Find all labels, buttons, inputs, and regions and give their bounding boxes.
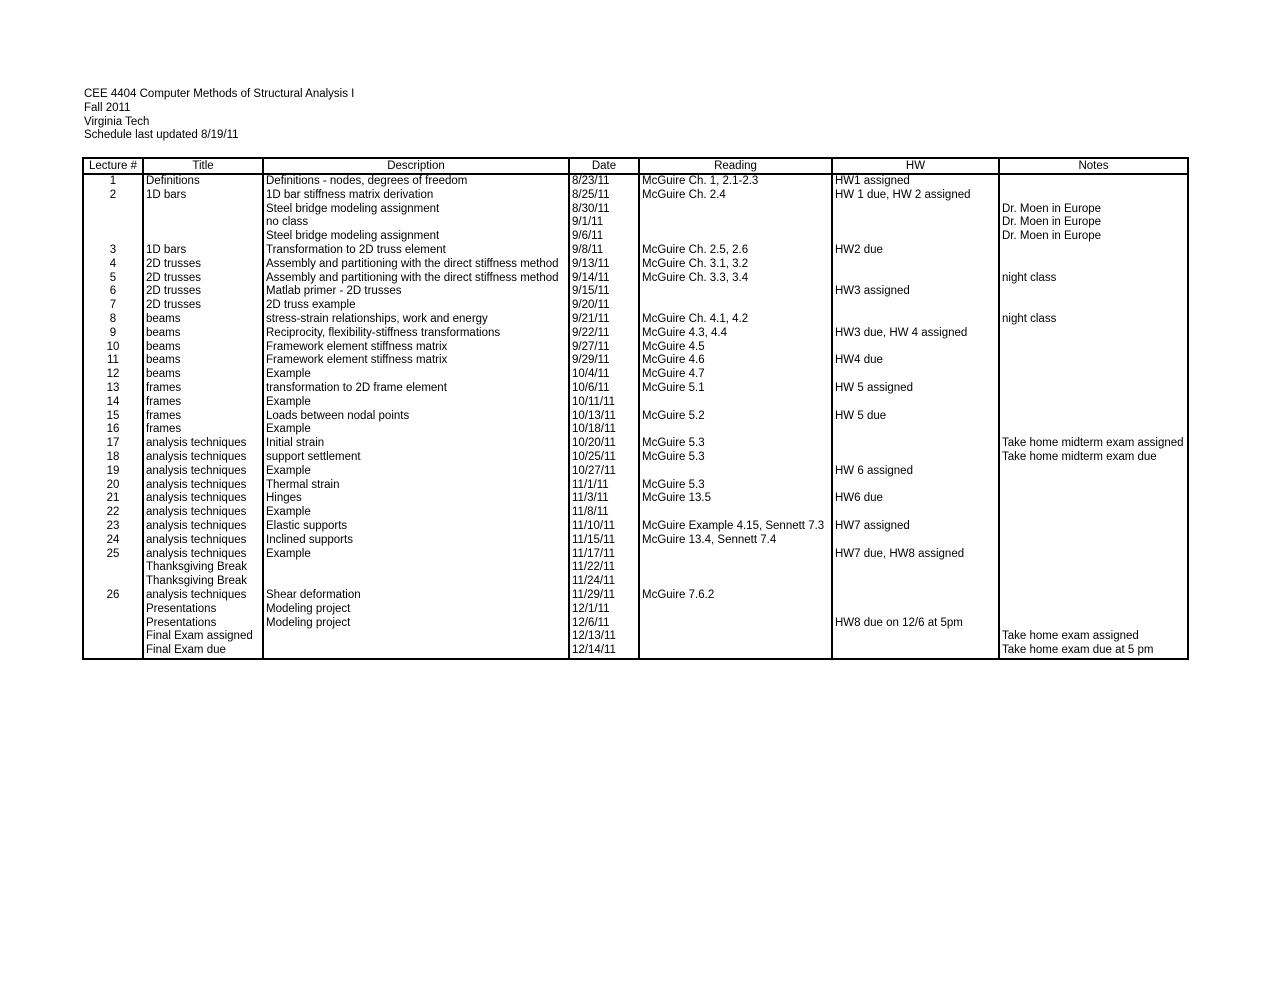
column-header-hw: HW	[832, 158, 999, 174]
title-cell: analysis techniques	[143, 520, 263, 534]
reading-cell	[639, 465, 832, 479]
lecture-cell: 6	[83, 285, 143, 299]
reading-cell	[639, 575, 832, 589]
title-cell: 2D trusses	[143, 285, 263, 299]
lecture-cell: 19	[83, 465, 143, 479]
lecture-cell: 2	[83, 189, 143, 203]
hw-cell: HW3 assigned	[832, 285, 999, 299]
description-cell: Framework element stiffness matrix	[263, 354, 569, 368]
description-cell: Matlab primer - 2D trusses	[263, 285, 569, 299]
lecture-cell: 22	[83, 506, 143, 520]
date-cell: 9/22/11	[569, 327, 639, 341]
course-title: CEE 4404 Computer Methods of Structural Analysis I	[84, 88, 355, 100]
title-cell	[143, 230, 263, 244]
table-row	[83, 354, 1188, 368]
title-cell: Definitions	[143, 174, 263, 189]
title-cell: 2D trusses	[143, 272, 263, 286]
date-cell: 9/6/11	[569, 230, 639, 244]
title-cell: frames	[143, 423, 263, 437]
notes-cell	[999, 368, 1188, 382]
description-cell: Definitions - nodes, degrees of freedom	[263, 174, 569, 189]
description-cell: Assembly and partitioning with the direct stiffness method	[263, 258, 569, 272]
notes-cell	[999, 382, 1188, 396]
title-cell: 1D bars	[143, 244, 263, 258]
date-cell: 12/1/11	[569, 603, 639, 617]
notes-cell	[999, 189, 1188, 203]
schedule-table	[82, 157, 1189, 660]
hw-cell: HW 1 due, HW 2 assigned	[832, 189, 999, 203]
lecture-cell: 5	[83, 272, 143, 286]
description-cell: support settlement	[263, 451, 569, 465]
date-cell: 9/14/11	[569, 272, 639, 286]
hw-cell: HW7 assigned	[832, 520, 999, 534]
reading-cell: McGuire Ch. 3.3, 3.4	[639, 272, 832, 286]
hw-cell	[832, 575, 999, 589]
lecture-cell	[83, 630, 143, 644]
hw-cell	[832, 561, 999, 575]
description-cell: Loads between nodal points	[263, 410, 569, 424]
description-cell: no class	[263, 216, 569, 230]
notes-cell	[999, 479, 1188, 493]
hw-cell: HW1 assigned	[832, 174, 999, 189]
date-cell: 11/22/11	[569, 561, 639, 575]
notes-cell	[999, 299, 1188, 313]
reading-cell: McGuire Ch. 3.1, 3.2	[639, 258, 832, 272]
description-cell: Example	[263, 423, 569, 437]
reading-cell: McGuire Ch. 2.4	[639, 189, 832, 203]
reading-cell	[639, 216, 832, 230]
column-header-notes: Notes	[999, 158, 1188, 174]
title-cell: Thanksgiving Break	[143, 561, 263, 575]
date-cell: 12/13/11	[569, 630, 639, 644]
description-cell: Transformation to 2D truss element	[263, 244, 569, 258]
title-cell: frames	[143, 396, 263, 410]
table-row	[83, 589, 1188, 603]
description-cell: Example	[263, 548, 569, 562]
hw-cell	[832, 368, 999, 382]
title-cell: analysis techniques	[143, 451, 263, 465]
date-cell: 9/27/11	[569, 341, 639, 355]
table-row	[83, 327, 1188, 341]
hw-cell	[832, 437, 999, 451]
reading-cell	[639, 506, 832, 520]
lecture-cell: 25	[83, 548, 143, 562]
hw-cell: HW6 due	[832, 492, 999, 506]
notes-cell	[999, 174, 1188, 189]
lecture-cell: 15	[83, 410, 143, 424]
hw-cell	[832, 258, 999, 272]
notes-cell	[999, 465, 1188, 479]
lecture-cell	[83, 575, 143, 589]
hw-cell: HW2 due	[832, 244, 999, 258]
date-cell: 9/20/11	[569, 299, 639, 313]
table-row	[83, 561, 1188, 575]
description-cell: stress-strain relationships, work and energy	[263, 313, 569, 327]
title-cell: beams	[143, 327, 263, 341]
hw-cell	[832, 451, 999, 465]
table-row	[83, 272, 1188, 286]
title-cell: analysis techniques	[143, 479, 263, 493]
date-cell: 11/29/11	[569, 589, 639, 603]
description-cell: Example	[263, 465, 569, 479]
notes-cell: Dr. Moen in Europe	[999, 216, 1188, 230]
title-cell: Final Exam assigned	[143, 630, 263, 644]
date-cell: 12/6/11	[569, 617, 639, 631]
reading-cell	[639, 561, 832, 575]
table-row	[83, 341, 1188, 355]
lecture-cell: 1	[83, 174, 143, 189]
notes-cell: night class	[999, 313, 1188, 327]
reading-cell	[639, 603, 832, 617]
hw-cell: HW 6 assigned	[832, 465, 999, 479]
column-header-title: Title	[143, 158, 263, 174]
lecture-cell: 16	[83, 423, 143, 437]
notes-cell: Take home exam assigned	[999, 630, 1188, 644]
table-row	[83, 285, 1188, 299]
notes-cell	[999, 520, 1188, 534]
date-cell: 10/4/11	[569, 368, 639, 382]
document-header	[84, 88, 354, 143]
title-cell: beams	[143, 354, 263, 368]
notes-cell	[999, 617, 1188, 631]
title-cell: Thanksgiving Break	[143, 575, 263, 589]
reading-cell: McGuire 5.2	[639, 410, 832, 424]
date-cell: 8/23/11	[569, 174, 639, 189]
reading-cell: McGuire 5.3	[639, 437, 832, 451]
table-row	[83, 534, 1188, 548]
hw-cell	[832, 299, 999, 313]
reading-cell	[639, 644, 832, 659]
notes-cell: Take home exam due at 5 pm	[999, 644, 1188, 659]
lecture-cell	[83, 203, 143, 217]
description-cell	[263, 644, 569, 659]
description-cell: Steel bridge modeling assignment	[263, 203, 569, 217]
description-cell	[263, 630, 569, 644]
notes-cell	[999, 561, 1188, 575]
hw-cell	[832, 506, 999, 520]
title-cell: analysis techniques	[143, 492, 263, 506]
lecture-cell	[83, 603, 143, 617]
table-row	[83, 244, 1188, 258]
table-row	[83, 617, 1188, 631]
date-cell: 9/29/11	[569, 354, 639, 368]
reading-cell: McGuire Ch. 4.1, 4.2	[639, 313, 832, 327]
lecture-cell: 12	[83, 368, 143, 382]
description-cell: Reciprocity, flexibility-stiffness transformations	[263, 327, 569, 341]
table-row	[83, 437, 1188, 451]
reading-cell: McGuire Ch. 2.5, 2.6	[639, 244, 832, 258]
lecture-cell: 26	[83, 589, 143, 603]
notes-cell: Dr. Moen in Europe	[999, 203, 1188, 217]
institution: Virginia Tech	[84, 115, 150, 128]
title-cell	[143, 216, 263, 230]
hw-cell: HW7 due, HW8 assigned	[832, 548, 999, 562]
description-cell: Modeling project	[263, 617, 569, 631]
table-row	[83, 258, 1188, 272]
notes-cell	[999, 492, 1188, 506]
lecture-cell: 7	[83, 299, 143, 313]
table-row	[83, 644, 1188, 659]
title-cell: 2D trusses	[143, 299, 263, 313]
hw-cell: HW 5 assigned	[832, 382, 999, 396]
notes-cell	[999, 258, 1188, 272]
notes-cell	[999, 410, 1188, 424]
date-cell: 10/25/11	[569, 451, 639, 465]
hw-cell	[832, 423, 999, 437]
table-row	[83, 216, 1188, 230]
notes-cell: Take home midterm exam assigned	[999, 437, 1188, 451]
table-row	[83, 230, 1188, 244]
description-cell: Thermal strain	[263, 479, 569, 493]
reading-cell: McGuire 5.3	[639, 451, 832, 465]
notes-cell	[999, 327, 1188, 341]
reading-cell: McGuire 4.6	[639, 354, 832, 368]
lecture-cell: 24	[83, 534, 143, 548]
lecture-cell: 18	[83, 451, 143, 465]
notes-cell	[999, 603, 1188, 617]
lecture-cell: 23	[83, 520, 143, 534]
lecture-cell: 13	[83, 382, 143, 396]
date-cell: 9/8/11	[569, 244, 639, 258]
table-row	[83, 630, 1188, 644]
title-cell: analysis techniques	[143, 437, 263, 451]
reading-cell	[639, 617, 832, 631]
date-cell: 10/13/11	[569, 410, 639, 424]
description-cell: Example	[263, 506, 569, 520]
table-row	[83, 368, 1188, 382]
reading-cell: McGuire 7.6.2	[639, 589, 832, 603]
hw-cell	[832, 313, 999, 327]
notes-cell	[999, 506, 1188, 520]
title-cell: analysis techniques	[143, 506, 263, 520]
table-row	[83, 410, 1188, 424]
date-cell: 11/17/11	[569, 548, 639, 562]
hw-cell: HW8 due on 12/6 at 5pm	[832, 617, 999, 631]
table-row	[83, 313, 1188, 327]
hw-cell: HW4 due	[832, 354, 999, 368]
hw-cell	[832, 534, 999, 548]
lecture-cell: 14	[83, 396, 143, 410]
column-header-lecture: Lecture #	[83, 158, 143, 174]
table-row	[83, 603, 1188, 617]
date-cell: 11/15/11	[569, 534, 639, 548]
notes-cell	[999, 244, 1188, 258]
lecture-cell: 8	[83, 313, 143, 327]
table-row	[83, 548, 1188, 562]
description-cell: Inclined supports	[263, 534, 569, 548]
lecture-cell: 21	[83, 492, 143, 506]
description-cell: Shear deformation	[263, 589, 569, 603]
description-cell: Modeling project	[263, 603, 569, 617]
reading-cell: McGuire Example 4.15, Sennett 7.3	[639, 520, 832, 534]
date-cell: 9/1/11	[569, 216, 639, 230]
reading-cell	[639, 230, 832, 244]
hw-cell	[832, 230, 999, 244]
title-cell: analysis techniques	[143, 548, 263, 562]
title-cell: beams	[143, 341, 263, 355]
reading-cell	[639, 203, 832, 217]
title-cell: beams	[143, 368, 263, 382]
reading-cell	[639, 630, 832, 644]
table-row	[83, 299, 1188, 313]
hw-cell	[832, 341, 999, 355]
reading-cell	[639, 285, 832, 299]
reading-cell: McGuire 5.3	[639, 479, 832, 493]
notes-cell	[999, 534, 1188, 548]
table-row	[83, 203, 1188, 217]
notes-cell: Take home midterm exam due	[999, 451, 1188, 465]
hw-cell	[832, 603, 999, 617]
lecture-cell: 4	[83, 258, 143, 272]
description-cell	[263, 575, 569, 589]
description-cell	[263, 561, 569, 575]
date-cell: 11/24/11	[569, 575, 639, 589]
reading-cell	[639, 548, 832, 562]
column-header-reading: Reading	[639, 158, 832, 174]
table-row	[83, 520, 1188, 534]
notes-cell	[999, 354, 1188, 368]
title-cell: 2D trusses	[143, 258, 263, 272]
lecture-cell	[83, 644, 143, 659]
date-cell: 11/10/11	[569, 520, 639, 534]
title-cell: beams	[143, 313, 263, 327]
lecture-cell: 20	[83, 479, 143, 493]
lecture-cell: 17	[83, 437, 143, 451]
date-cell: 12/14/11	[569, 644, 639, 659]
lecture-cell	[83, 617, 143, 631]
last-updated: Schedule last updated 8/19/11	[84, 129, 239, 142]
hw-cell: HW3 due, HW 4 assigned	[832, 327, 999, 341]
date-cell: 10/18/11	[569, 423, 639, 437]
title-cell: analysis techniques	[143, 465, 263, 479]
hw-cell	[832, 396, 999, 410]
table-row	[83, 575, 1188, 589]
description-cell: Example	[263, 368, 569, 382]
table-row	[83, 492, 1188, 506]
hw-cell	[832, 630, 999, 644]
date-cell: 10/11/11	[569, 396, 639, 410]
table-row	[83, 451, 1188, 465]
title-cell: 1D bars	[143, 189, 263, 203]
date-cell: 11/3/11	[569, 492, 639, 506]
notes-cell	[999, 396, 1188, 410]
title-cell: Final Exam due	[143, 644, 263, 659]
lecture-cell: 10	[83, 341, 143, 355]
reading-cell	[639, 423, 832, 437]
description-cell: 1D bar stiffness matrix derivation	[263, 189, 569, 203]
notes-cell	[999, 285, 1188, 299]
date-cell: 11/8/11	[569, 506, 639, 520]
description-cell: Initial strain	[263, 437, 569, 451]
notes-cell	[999, 575, 1188, 589]
date-cell: 10/27/11	[569, 465, 639, 479]
description-cell: Example	[263, 396, 569, 410]
title-cell: Presentations	[143, 603, 263, 617]
hw-cell	[832, 203, 999, 217]
title-cell: frames	[143, 382, 263, 396]
reading-cell: McGuire 4.5	[639, 341, 832, 355]
description-cell: Framework element stiffness matrix	[263, 341, 569, 355]
reading-cell: McGuire 4.7	[639, 368, 832, 382]
description-cell: Steel bridge modeling assignment	[263, 230, 569, 244]
notes-cell	[999, 548, 1188, 562]
title-cell: Presentations	[143, 617, 263, 631]
description-cell: 2D truss example	[263, 299, 569, 313]
lecture-cell	[83, 216, 143, 230]
hw-cell	[832, 272, 999, 286]
date-cell: 9/21/11	[569, 313, 639, 327]
reading-cell: McGuire 5.1	[639, 382, 832, 396]
hw-cell	[832, 216, 999, 230]
notes-cell	[999, 341, 1188, 355]
table-row	[83, 506, 1188, 520]
lecture-cell: 3	[83, 244, 143, 258]
notes-cell	[999, 423, 1188, 437]
date-cell: 9/13/11	[569, 258, 639, 272]
date-cell: 8/25/11	[569, 189, 639, 203]
table-row	[83, 479, 1188, 493]
date-cell: 11/1/11	[569, 479, 639, 493]
hw-cell	[832, 479, 999, 493]
table-row	[83, 465, 1188, 479]
table-row	[83, 174, 1188, 189]
title-cell: analysis techniques	[143, 589, 263, 603]
column-header-description: Description	[263, 158, 569, 174]
table-row	[83, 382, 1188, 396]
date-cell: 10/6/11	[569, 382, 639, 396]
reading-cell: McGuire 13.5	[639, 492, 832, 506]
column-header-date: Date	[569, 158, 639, 174]
notes-cell: Dr. Moen in Europe	[999, 230, 1188, 244]
title-cell: frames	[143, 410, 263, 424]
semester: Fall 2011	[84, 101, 131, 114]
reading-cell	[639, 299, 832, 313]
date-cell: 8/30/11	[569, 203, 639, 217]
header-row	[83, 158, 1188, 174]
hw-cell	[832, 644, 999, 659]
table-row	[83, 423, 1188, 437]
reading-cell: McGuire 13.4, Sennett 7.4	[639, 534, 832, 548]
table-row	[83, 189, 1188, 203]
reading-cell	[639, 396, 832, 410]
title-cell: analysis techniques	[143, 534, 263, 548]
lecture-cell	[83, 561, 143, 575]
lecture-cell: 11	[83, 354, 143, 368]
description-cell: transformation to 2D frame element	[263, 382, 569, 396]
hw-cell	[832, 589, 999, 603]
date-cell: 9/15/11	[569, 285, 639, 299]
description-cell: Assembly and partitioning with the direct stiffness method	[263, 272, 569, 286]
notes-cell	[999, 589, 1188, 603]
description-cell: Hinges	[263, 492, 569, 506]
hw-cell: HW 5 due	[832, 410, 999, 424]
notes-cell: night class	[999, 272, 1188, 286]
reading-cell: McGuire 4.3, 4.4	[639, 327, 832, 341]
description-cell: Elastic supports	[263, 520, 569, 534]
table-row	[83, 396, 1188, 410]
date-cell: 10/20/11	[569, 437, 639, 451]
lecture-cell: 9	[83, 327, 143, 341]
title-cell	[143, 203, 263, 217]
lecture-cell	[83, 230, 143, 244]
reading-cell: McGuire Ch. 1, 2.1-2.3	[639, 174, 832, 189]
